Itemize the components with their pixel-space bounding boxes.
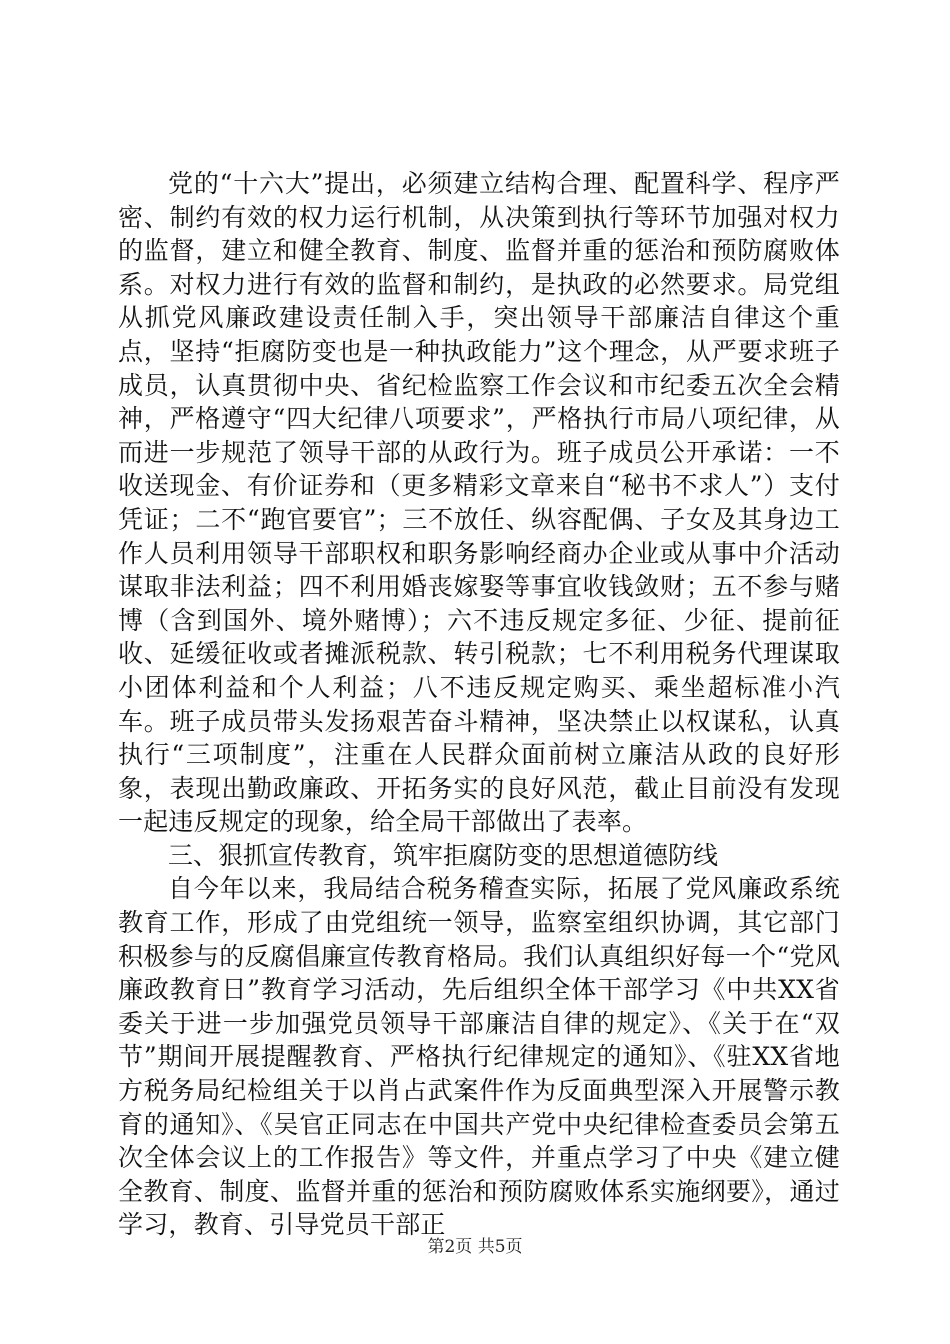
document-body <box>118 167 840 1242</box>
paragraph-2: 自今年以来，我局结合税务稽查实际，拓展了党风廉政系统教育工作，形成了由党组统一领导，监察室组织协调，其它部门积极参与的反腐倡廉宣传教育格局。我们认真组织好每一个“党风廉政教育日”教育学习活动，先后组织全体干部学习《中共XX省委关于进一步加强党员领导干部廉洁自律的规定》、《关于在“双节”期间开展提醒教育、严格执行纪律规定的通知》、《驻XX省地方税务局纪检组关于以肖占武案件作为反面典型深入开展警示教育的通知》、《吴官正同志在中国共产党中央纪律检查委员会第五次全体会议上的工作报告》等文件，并重点学习了中央《建立健全教育、制度、监督并重的惩治和预防腐败体系实施纲要》，通过学习，教育、引导党员干部正 <box>118 874 840 1240</box>
paragraph-1: 党的“十六大”提出，必须建立结构合理、配置科学、程序严密、制约有效的权力运行机制，从决策到执行等环节加强对权力的监督，建立和健全教育、制度、监督并重的惩治和预防腐败体系。对权力进行有效的监督和制约，是执政的必然要求。局党组从抓党风廉政建设责任制入手，突出领导干部廉洁自律这个重点，坚持“拒腐防变也是一种执政能力”这个理念，从严要求班子成员，认真贯彻中央、省纪检监察工作会议和市纪委五次全会精神，严格遵守“四大纪律八项要求”，严格执行市局八项纪律，从而进一步规范了领导干部的从政行为。班子成员公开承诺：一不收送现金、有价证券和（更多精彩文章来自“秘书不求人”）支付凭证；二不“跑官要官”；三不放任、纵容配偶、子女及其身边工作人员利用领导干部职权和职务影响经商办企业或从事中介活动谋取非法利益；四不利用婚丧嫁娶等事宜收钱敛财；五不参与赌博（含到国外、境外赌博）；六不违反规定多征、少征、提前征收、延缓征收或者摊派税款、转引税款；七不利用税务代理谋取小团体利益和个人利益；八不违反规定购买、乘坐超标准小汽车。班子成员带头发扬艰苦奋斗精神，坚决禁止以权谋私，认真执行“三项制度”，注重在人民群众面前树立廉洁从政的良好形象，表现出勤政廉政、开拓务实的良好风范，截止目前没有发现一起违反规定的现象，给全局干部做出了表率。 <box>118 169 840 837</box>
page-footer: 第2页 共5页 <box>427 1237 523 1257</box>
section-heading: 三、狠抓宣传教育，筑牢拒腐防变的思想道德防线 <box>168 840 719 870</box>
